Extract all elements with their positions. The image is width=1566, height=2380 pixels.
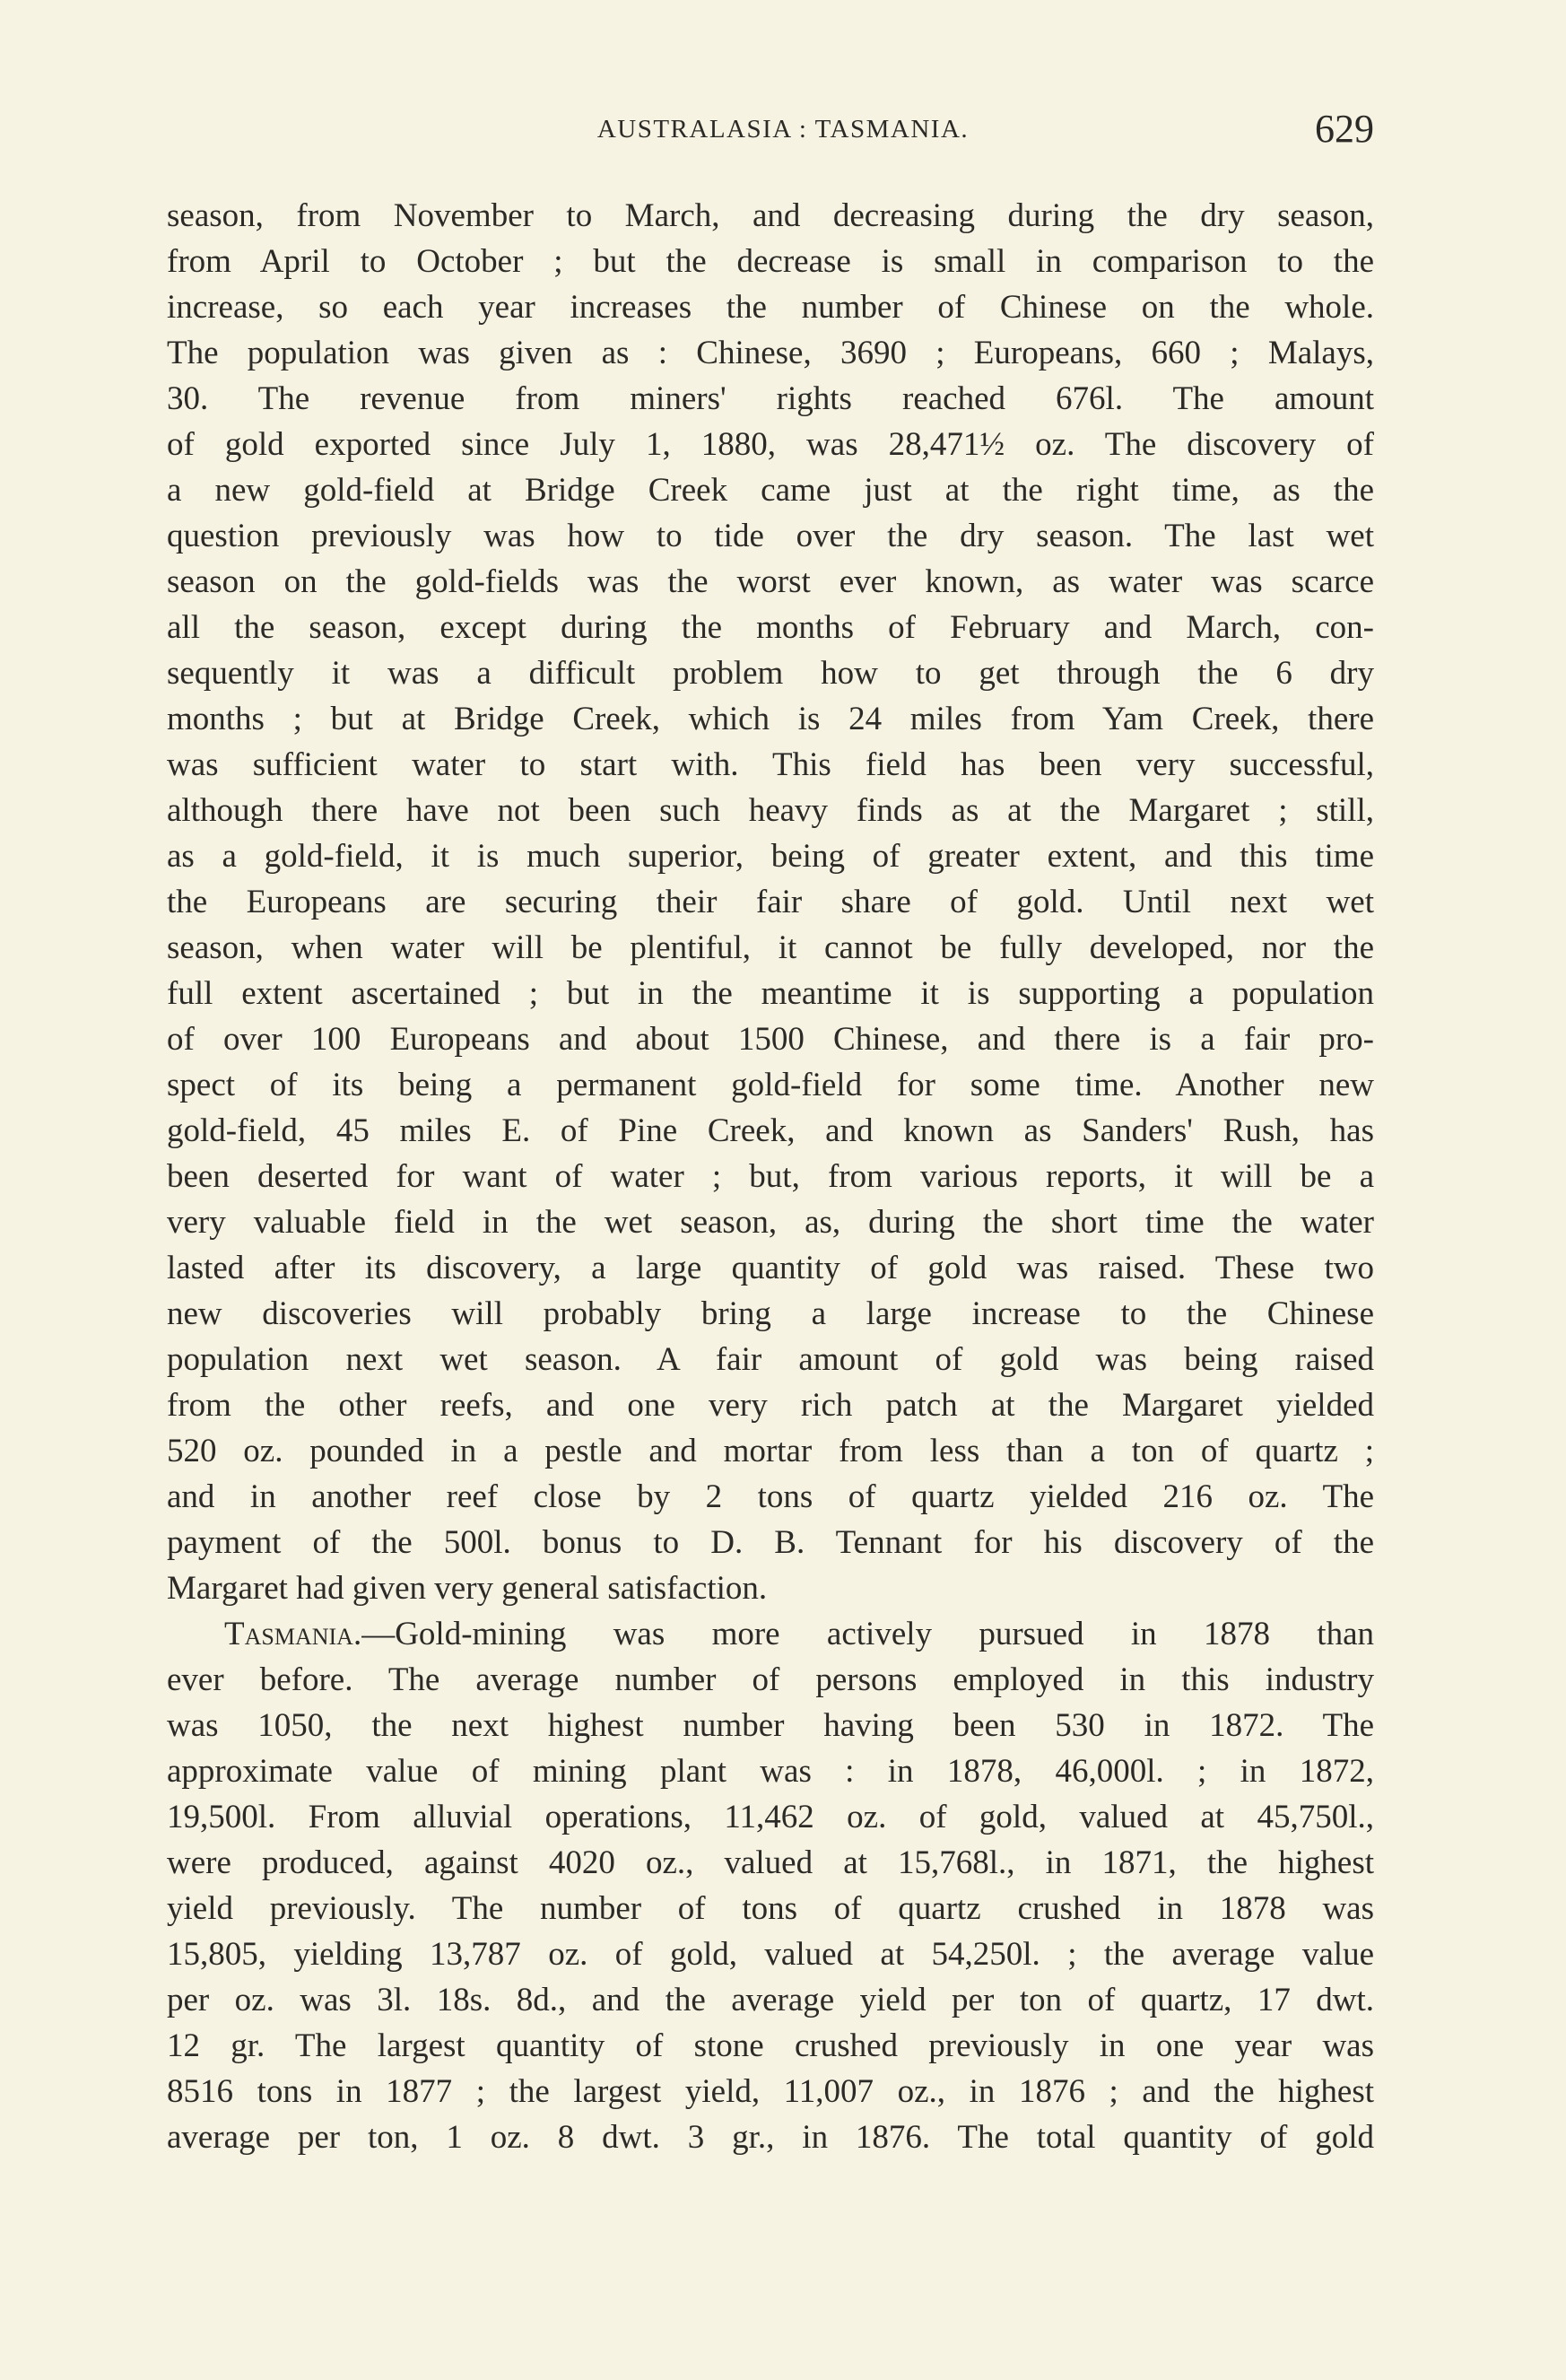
text-line: was 1050, the next highest number having been 530 in 1872. The [167, 1707, 1374, 1744]
text-line: was sufficient water to start with. This field has been very successful, [167, 746, 1374, 783]
text-line-rest: —Gold-mining was more actively pursued in 1878 than [361, 1616, 1374, 1652]
text-line: The population was given as : Chinese, 3690 ; Europeans, 660 ; Malays, [167, 335, 1374, 371]
text-line: 12 gr. The largest quantity of stone crushed previously in one year was [167, 2027, 1374, 2064]
text-line: ever before. The average number of persons employed in this industry [167, 1661, 1374, 1698]
text-line: season, from November to March, and decreasing during the dry season, [167, 197, 1374, 234]
text-line: 15,805, yielding 13,787 oz. of gold, valued at 54,250l. ; the average value [167, 1936, 1374, 1973]
text-line [167, 1611, 1374, 1657]
text-line: of over 100 Europeans and about 1500 Chinese, and there is a fair pro- [167, 1021, 1374, 1058]
text-line: approximate value of mining plant was : in 1878, 46,000l. ; in 1872, [167, 1753, 1374, 1790]
text-line: increase, so each year increases the number of Chinese on the whole. [167, 289, 1374, 326]
text-line: lasted after its discovery, a large quantity of gold was raised. These two [167, 1250, 1374, 1286]
text-line: and in another reef close by 2 tons of quartz yielded 216 oz. The [167, 1478, 1374, 1515]
text-line: season on the gold-fields was the worst ever known, as water was scarce [167, 563, 1374, 600]
text-line: of gold exported since July 1, 1880, was 28,471½ oz. The discovery of [167, 426, 1374, 463]
text-line: average per ton, 1 oz. 8 dwt. 3 gr., in 1876. The total quantity of gold [167, 2119, 1374, 2156]
text-line: payment of the 500l. bonus to D. B. Tennant for his discovery of the [167, 1524, 1374, 1561]
text-line: very valuable field in the wet season, as, during the short time the water [167, 1204, 1374, 1241]
text-line: a new gold-field at Bridge Creek came just at the right time, as the [167, 472, 1374, 509]
text-line: 520 oz. pounded in a pestle and mortar from less than a ton of quartz ; [167, 1433, 1374, 1469]
text-line: as a gold-field, it is much superior, being of greater extent, and this time [167, 838, 1374, 875]
running-head: AUSTRALASIA : TASMANIA. [596, 115, 970, 144]
text-line: the Europeans are securing their fair share of gold. Until next wet [167, 884, 1374, 920]
text-line: question previously was how to tide over the dry season. The last wet [167, 518, 1374, 554]
text-line: Margaret had given very general satisfaction. [167, 1570, 768, 1607]
text-line: 8516 tons in 1877 ; the largest yield, 11,007 oz., in 1876 ; and the highest [167, 2073, 1374, 2110]
text-line: season, when water will be plentiful, it cannot be fully developed, nor the [167, 929, 1374, 966]
text-line: from April to October ; but the decrease is small in comparison to the [167, 243, 1374, 280]
body-text [167, 193, 1374, 2160]
text-line: yield previously. The number of tons of quartz crushed in 1878 was [167, 1890, 1374, 1927]
text-line: per oz. was 3l. 18s. 8d., and the average yield per ton of quartz, 17 dwt. [167, 1982, 1374, 2018]
section-heading: Tasmania. [224, 1616, 362, 1652]
text-line: gold-field, 45 miles E. of Pine Creek, and known as Sanders' Rush, has [167, 1112, 1374, 1149]
text-line: full extent ascertained ; but in the meantime it is supporting a population [167, 975, 1374, 1012]
text-line: 19,500l. From alluvial operations, 11,462 oz. of gold, valued at 45,750l., [167, 1799, 1374, 1835]
text-line: although there have not been such heavy finds as at the Margaret ; still, [167, 792, 1374, 829]
text-line: from the other reefs, and one very rich patch at the Margaret yielded [167, 1387, 1374, 1424]
paragraph-northern-territory [167, 193, 1374, 1611]
text-line: 30. The revenue from miners' rights reached 676l. The amount [167, 380, 1374, 417]
text-line: new discoveries will probably bring a large increase to the Chinese [167, 1295, 1374, 1332]
text-line: all the season, except during the months of February and March, con- [167, 609, 1374, 646]
paragraph-tasmania [167, 1611, 1374, 2160]
text-line: months ; but at Bridge Creek, which is 24 miles from Yam Creek, there [167, 701, 1374, 737]
text-line: population next wet season. A fair amount of gold was being raised [167, 1341, 1374, 1378]
text-line: spect of its being a permanent gold-field for some time. Another new [167, 1067, 1374, 1103]
text-line: sequently it was a difficult problem how to get through the 6 dry [167, 655, 1374, 692]
text-line: been deserted for want of water ; but, from various reports, it will be a [167, 1158, 1374, 1195]
text-line: were produced, against 4020 oz., valued at 15,768l., in 1871, the highest [167, 1844, 1374, 1881]
page-number: 629 [1315, 107, 1374, 151]
